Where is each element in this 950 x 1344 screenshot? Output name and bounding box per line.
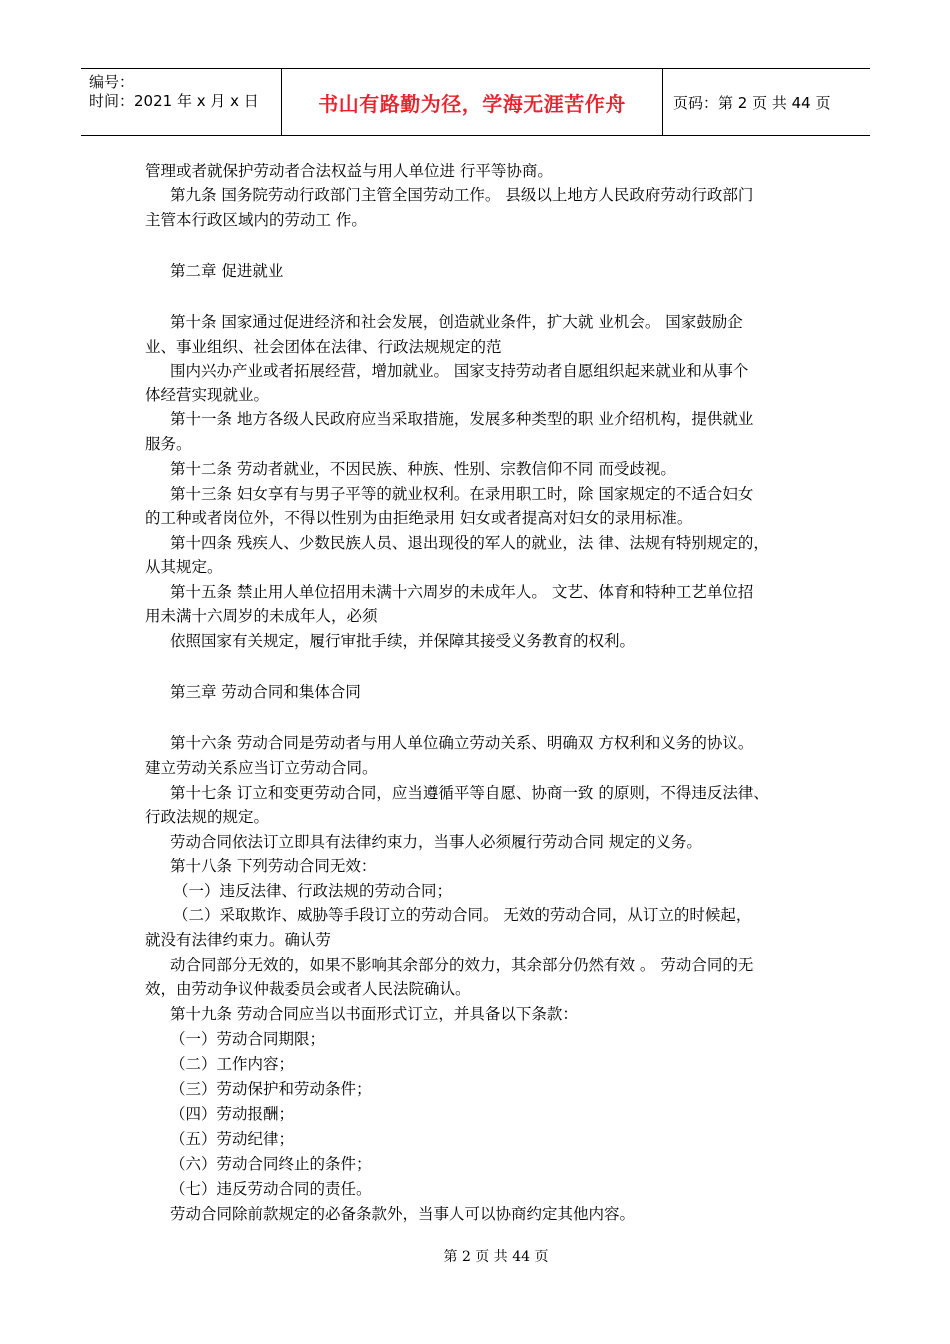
time-label: 时间：2021 年 x 月 x 日 xyxy=(89,92,259,110)
body-line: 体经营实现就业。 xyxy=(145,386,270,404)
body-line: 第十三条 妇女享有与男子平等的就业权利。在录用职工时，除 国家规定的不适合妇女 xyxy=(170,485,754,503)
body-line: 建立劳动关系应当订立劳动合同。 xyxy=(145,759,378,777)
body-line: 第十二条 劳动者就业，不因民族、种族、性别、宗教信仰不同 而受歧视。 xyxy=(170,460,676,478)
chapter-heading: 第三章 劳动合同和集体合同 xyxy=(170,683,361,701)
body-line: 管理或者就保护劳动者合法权益与用人单位进 行平等协商。 xyxy=(145,162,553,180)
body-line: 劳动合同除前款规定的必备条款外，当事人可以协商约定其他内容。 xyxy=(170,1205,636,1223)
number-label: 编号： xyxy=(89,73,135,91)
body-line: 第十四条 残疾人、少数民族人员、退出现役的军人的就业，法 律、法规有特别规定的， xyxy=(170,534,769,552)
body-line: 就没有法律约束力。确认劳 xyxy=(145,931,332,949)
body-line: 第十五条 禁止用人单位招用未满十六周岁的未成年人。 文艺、体育和特种工艺单位招 xyxy=(170,583,754,601)
body-line: 劳动合同依法订立即具有法律约束力，当事人必须履行劳动合同 规定的义务。 xyxy=(170,833,702,851)
body-line: 第十七条 订立和变更劳动合同，应当遵循平等自愿、协商一致 的原则，不得违反法律、 xyxy=(170,784,769,802)
body-line: 效，由劳动争议仲裁委员会或者人民法院确认。 xyxy=(145,980,471,998)
body-line: 依照国家有关规定，履行审批手续，并保障其接受义务教育的权利。 xyxy=(170,632,636,650)
body-line: 服务。 xyxy=(145,435,192,453)
body-line: 第十八条 下列劳动合同无效： xyxy=(170,857,377,875)
body-line: （三）劳动保护和劳动条件； xyxy=(170,1080,372,1098)
body-line: （一）劳动合同期限； xyxy=(170,1030,326,1048)
body-line: （二）采取欺诈、威胁等手段订立的劳动合同。 无效的劳动合同，从订立的时候起， xyxy=(173,906,752,924)
body-line: 第十九条 劳动合同应当以书面形式订立，并具备以下条款： xyxy=(170,1005,578,1023)
header-motto: 书山有路勤为径，学海无涯苦作舟 xyxy=(282,69,663,135)
body-line: 的工种或者岗位外，不得以性别为由拒绝录用 妇女或者提高对妇女的录用标准。 xyxy=(145,509,693,527)
body-line: 第十一条 地方各级人民政府应当采取措施，发展多种类型的职 业介绍机构，提供就业 xyxy=(170,410,754,428)
body-line: 动合同部分无效的，如果不影响其余部分的效力，其余部分仍然有效 。 劳动合同的无 xyxy=(170,956,754,974)
body-line: （四）劳动报酬； xyxy=(170,1105,295,1123)
page-header xyxy=(81,68,870,136)
body-line: 第九条 国务院劳动行政部门主管全国劳动工作。 县级以上地方人民政府劳动行政部门 xyxy=(170,186,754,204)
body-line: 第十六条 劳动合同是劳动者与用人单位确立劳动关系、明确双 方权利和义务的协议。 xyxy=(170,734,754,752)
body-line: 主管本行政区域内的劳动工 作。 xyxy=(145,211,367,229)
body-line: 业、事业组织、社会团体在法律、行政法规规定的范 xyxy=(145,338,502,356)
body-line: （一）违反法律、行政法规的劳动合同； xyxy=(173,882,453,900)
body-line: （五）劳动纪律； xyxy=(170,1130,295,1148)
header-page-code: 页码：第 2 页 共 44 页 xyxy=(673,93,831,112)
body-line: （二）工作内容； xyxy=(170,1055,295,1073)
body-line: （六）劳动合同终止的条件； xyxy=(170,1155,372,1173)
body-line: （七）违反劳动合同的责任。 xyxy=(170,1180,372,1198)
body-line: 从其规定。 xyxy=(145,558,223,576)
body-line: 围内兴办产业或者拓展经营，增加就业。 国家支持劳动者自愿组织起来就业和从事个 xyxy=(170,362,749,380)
body-line: 用未满十六周岁的未成年人，必须 xyxy=(145,607,378,625)
body-line: 行政法规的规定。 xyxy=(145,808,270,826)
header-meta xyxy=(81,69,282,135)
body-line: 第十条 国家通过促进经济和社会发展，创造就业条件，扩大就 业机会。 国家鼓励企 xyxy=(170,313,743,331)
chapter-heading: 第二章 促进就业 xyxy=(170,262,284,280)
page-footer: 第 2 页 共 44 页 xyxy=(443,1249,549,1265)
